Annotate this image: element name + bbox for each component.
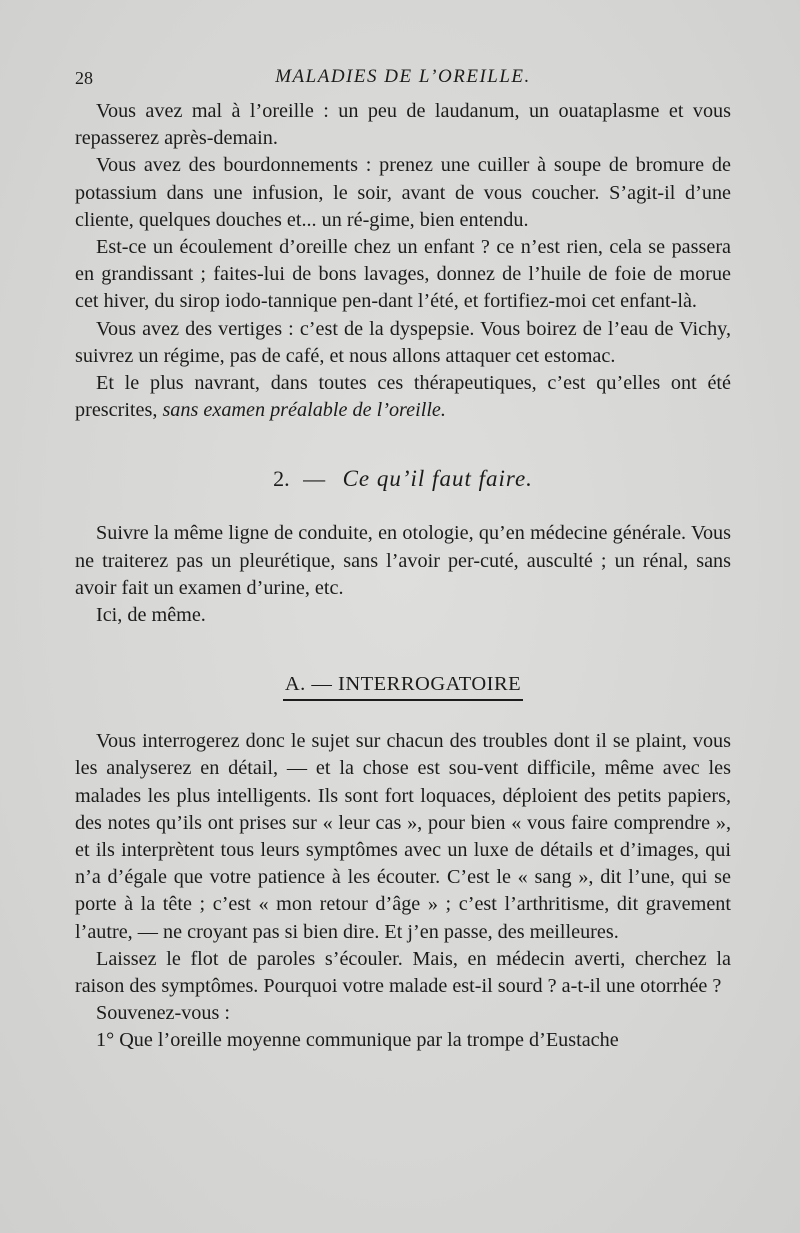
conclusion-italic: sans examen préalable de l’oreille. — [162, 399, 446, 422]
subsection-title: A. — INTERROGATOIRE — [283, 673, 523, 701]
paragraph-same-here: Ici, de même. — [96, 604, 206, 627]
section-number: 2. — [273, 466, 290, 492]
section-dash: — — [303, 466, 326, 492]
paragraph-point-one: 1° Que l’oreille moyenne communique par la trompe d’Eustache — [96, 1029, 619, 1052]
paragraph-let-speak: Laissez le flot de paroles s’écouler. Mais, en médecin averti, cherchez la raison des symptômes. Pourquoi votre malade est-il sourd ? a-t-il une otorrhée ? — [75, 947, 731, 998]
subsection-heading — [75, 673, 731, 701]
paragraph-vertigo: Vous avez des vertiges : c’est de la dyspepsie. Vous boirez de l’eau de Vichy, suivrez un régime, pas de café, et nous allons attaquer cet estomac. — [75, 317, 731, 367]
page-number: 28 — [75, 68, 93, 88]
section-title: Ce qu’il faut faire. — [342, 466, 533, 492]
book-page — [75, 62, 731, 1055]
running-head — [75, 62, 731, 98]
paragraph-interrogation: Vous interrogerez donc le sujet sur chacun des troubles dont il se plaint, vous les analyserez en détail, — et la chose est sou-vent difficile, même avec les malades les plus intelligents. Ils sont fort loquaces, déploient des petits papiers, des notes qu’ils ont prises sur « leur cas », pour bien « vous faire comprendre », et ils interprètent tous leurs symptômes avec un luxe de détails et d’images, qui n’a d’égale que votre patience à les écouter. C’est le « sang », dit l’une, qui se porte à la tête ; c’est « mon retour d’âge » ; c’est l’arthritisme, dit gravement l’autre, — ne croyant pas si bien dire. Et j’en passe, des meilleures. — [75, 730, 731, 943]
running-title: MALADIES DE L’OREILLE. — [275, 66, 531, 87]
paragraph-same-conduct: Suivre la même ligne de conduite, en otologie, qu’en médecine générale. Vous ne traiterez pas un pleurétique, sans l’avoir per-cuté, ausculté ; un rénal, sans avoir fait un examen d’urine, etc. — [75, 522, 731, 599]
paragraph-remember: Souvenez-vous : — [96, 1002, 230, 1025]
paragraph-earache: Vous avez mal à l’oreille : un peu de laudanum, un ouataplasme et vous repasserez après-demain. — [75, 100, 731, 150]
paragraph-conclusion — [75, 370, 731, 424]
section-heading — [75, 466, 731, 492]
paragraph-buzzing: Vous avez des bourdonnements : prenez une cuiller à soupe de bromure de potassium dans une infusion, le soir, avant de vous coucher. S’agit-il d’une cliente, quelques douches et... un ré-gime, bien entendu. — [75, 154, 731, 231]
conclusion-text: Et le plus navrant, dans toutes ces thérapeutiques, c’est qu’elles ont été prescrites, — [75, 372, 731, 422]
paragraph-ear-discharge: Est-ce un écoulement d’oreille chez un enfant ? ce n’est rien, cela se passera en grandissant ; faites-lui de bons lavages, donnez de l’huile de foie de morue cet hiver, du sirop iodo-tannique pen-dant l’été, et fortifiez-moi cet enfant-là. — [75, 236, 731, 313]
